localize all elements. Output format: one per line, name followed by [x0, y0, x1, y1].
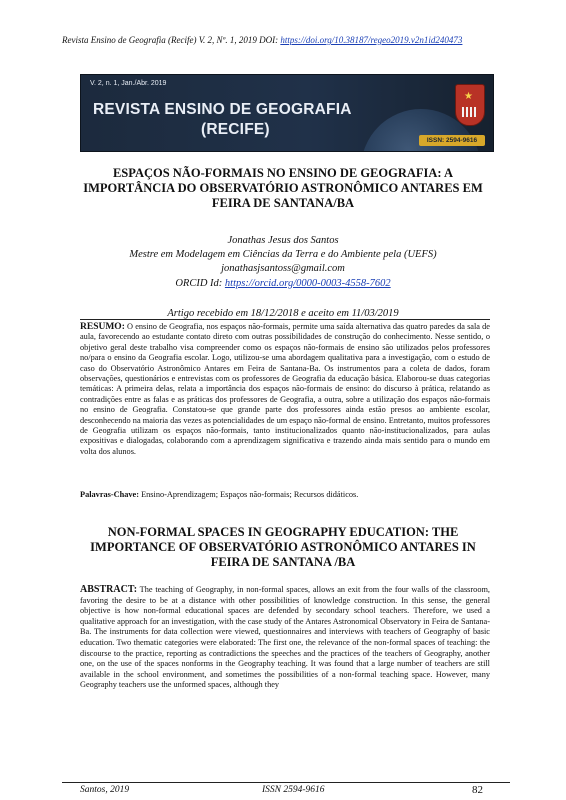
author-affiliation: Mestre em Modelagem em Ciências da Terra e do Ambiente pela (UEFS): [129, 249, 437, 261]
resumo-paragraph: [80, 322, 490, 457]
page-number: 82: [472, 784, 483, 796]
author-orcid: [60, 277, 506, 291]
citation-text: Revista Ensino de Geografia (Recife) V. 2, Nº. 1, 2019 DOI:: [62, 35, 281, 45]
abstract-label: ABSTRACT:: [80, 584, 138, 595]
journal-banner: [80, 74, 494, 152]
footer-issn: ISSN 2594-9616: [262, 785, 325, 795]
banner-journal-city: (RECIFE): [201, 121, 270, 138]
author-email[interactable]: jonathasjsantoss@gmail.com: [221, 263, 345, 275]
keywords-text: Ensino-Aprendizagem; Espaços não-formais; Recursos didáticos.: [139, 490, 359, 499]
orcid-link[interactable]: https://orcid.org/0000-0003-4558-7602: [224, 277, 391, 289]
keywords-label: Palavras-Chave:: [80, 490, 139, 499]
doi-link[interactable]: https://doi.org/10.38187/regeo2019.v2n1id240473: [280, 35, 463, 45]
footer-author: Santos, 2019: [80, 785, 130, 795]
author-name: Jonathas Jesus dos Santos: [227, 235, 339, 246]
article-title-english: NON-FORMAL SPACES IN GEOGRAPHY EDUCATION: THE IMPORTANCE OF OBSERVATÓRIO ASTRONÔMICO ANTARES IN FEIRA DE SANTANA /BA: [90, 525, 476, 569]
author-block: [60, 234, 506, 291]
running-header: [62, 35, 522, 45]
banner-journal-name: REVISTA ENSINO DE GEOGRAFIA: [93, 101, 352, 118]
received-date: Artigo recebido em 18/12/2018 e aceito em 11/03/2019: [167, 308, 399, 319]
orcid-label: ORCID Id:: [175, 277, 225, 289]
article-title-portuguese: ESPAÇOS NÃO-FORMAIS NO ENSINO DE GEOGRAFIA: A IMPORTÂNCIA DO OBSERVATÓRIO ASTRONÔMICO ANTARES EM FEIRA DE SANTANA/BA: [83, 166, 483, 210]
footer-divider: [62, 782, 510, 783]
resumo-text: O ensino de Geografia, nos espaços não-formais, permite uma saída alternativa das quatro paredes da sala de aula, favorecendo ao estudante contato direto com outras possibilidades de construção do conhecimento. Nesse sentido, o objetivo geral deste trabalho visa compreender como os espaços não-formais de ensino são utilizados pelos professores no/para o ensino da Geografia escolar. Logo, utilizou-se uma abordagem qualitativa para a investigação, com o estudo de caso do Observatório Astronômico Antares em Feira de Santana-Ba. Os instrumentos para a coleta de dados, foram observações, questionários e entrevistas com os professores de Geografia da educação básica. Elaborou-se duas categorias temáticas: A primeira delas, relata a importância dos espaços não-formais de ensino: do discurso à prática, relatando as contradições entre as falas e as práticas dos professores de Geografia, a outra, sobre a utilização dos espaços não-formais no ensino de Geografia. Constatou-se que grande parte dos professores ainda estão presos ao ambiente escolar, desconhecendo na maioria das vezes as potencialidades de um espaço não-formal de ensino. Entretanto, muitos professores de Geografia utilizam os espaços não-formais, tanto institucionalizados quanto não-institucionalizados, para aulas expositivas e dialogadas, colaborando com a aprendizagem significativa e trazendo ainda mais sentido para o mundo em volta dos alunos.: [80, 322, 490, 456]
banner-volume: V. 2, n. 1, Jan./Abr. 2019: [90, 80, 167, 87]
keywords-paragraph: [80, 490, 490, 500]
banner-issn-badge: ISSN: 2594-9616: [419, 135, 485, 146]
university-seal-icon: ★: [455, 84, 485, 126]
divider: [80, 319, 490, 320]
abstract-text: The teaching of Geography, in non-formal spaces, allows an exit from the four walls of the classroom, favoring the desire to be at a distance with other possibilities of knowledge construction. In this sense, the general objective is how non-formal educational spaces are defended by secondary school teachers. Therefore, we used a qualitative approach for an investigation, with the case study of the Antares Astronomical Observatory in Feira de Santana-Ba. The instruments for data collection were viewed, questionnaires and interviews with teachers of Geography of basic education. Two thematic categories were elaborated: The first one, the relevance of the non-formal spaces of teaching: the discourse to the practice, reporting as contradictions the speeches and the practices of the teachers of Geography, another one, on the use of the spaces nonforms in the Geography teaching. It was found that a large number of teachers are still available in the school environment, and sometimes the possibilities of a non-formal teaching space. However, many Geography teachers use the unformed spaces, although they: [80, 585, 490, 690]
abstract-paragraph: [80, 585, 490, 691]
resumo-label: RESUMO:: [80, 322, 125, 332]
